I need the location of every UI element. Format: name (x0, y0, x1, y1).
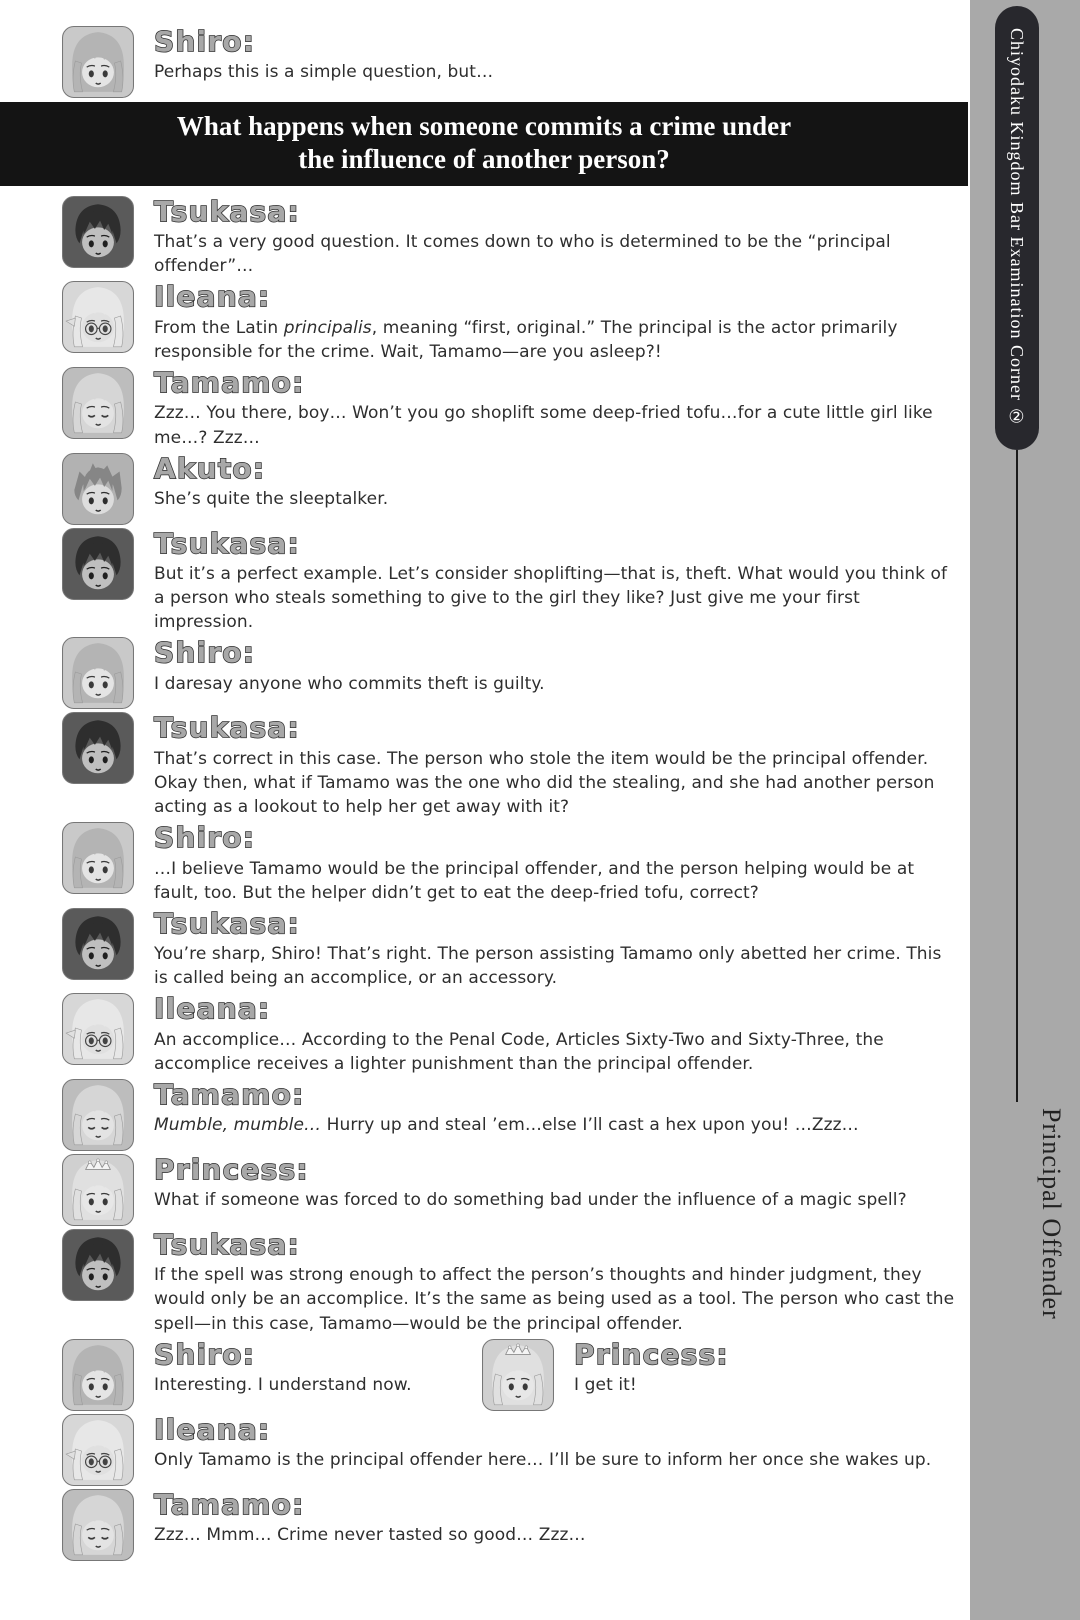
dialogue-row (0, 196, 968, 279)
speaker-name: Tsukasa: (154, 194, 300, 228)
speaker-name: Princess: (154, 1153, 309, 1186)
dialogue-row (0, 367, 968, 450)
message (154, 993, 968, 1076)
dialogue-text (154, 230, 956, 278)
dialogue-text-part: Zzz… You there, boy… Won’t you go shoplift some deep-fried tofu…for a cute little girl like me…? Zzz… (154, 403, 933, 448)
message (154, 196, 968, 279)
dialogue-row (0, 637, 968, 709)
duo-left (62, 1339, 482, 1411)
avatar-tsukasa (62, 528, 134, 600)
avatar-tsukasa (62, 196, 134, 268)
avatar-shiro (62, 1339, 134, 1411)
speaker-name: Ileana: (154, 1412, 271, 1446)
dialogue-row (0, 1229, 968, 1336)
speaker-name: Tamamo: (154, 366, 305, 400)
speaker-name: Shiro: (154, 25, 256, 58)
dialogue-text-part: Zzz… Mmm… Crime never tasted so good… Zzz… (154, 1525, 586, 1546)
message (154, 1489, 968, 1547)
message (154, 1414, 968, 1472)
speaker-name: Akuto: (154, 451, 266, 485)
dialogue-text (154, 316, 956, 364)
message (154, 281, 968, 364)
sidebar-section-label: Principal Offender (1037, 1108, 1066, 1320)
dialogue-row (0, 1414, 968, 1486)
dialogue-row (0, 712, 968, 819)
dialogue-row (0, 822, 968, 905)
avatar-shiro (62, 822, 134, 894)
dialogue-text-part: From the Latin (154, 317, 284, 338)
dialogue-text (154, 60, 956, 84)
dialogue-text-part: She’s quite the sleeptalker. (154, 489, 389, 510)
dialogue-text-part: Only Tamamo is the principal offender here… I’ll be sure to inform her once she wakes up. (154, 1450, 932, 1471)
avatar-akuto (62, 453, 134, 525)
dialogue-row-duo (0, 1339, 968, 1411)
avatar-princess (482, 1339, 554, 1411)
dialogue-text (154, 1028, 956, 1076)
dialogue-text (154, 562, 956, 634)
dialogue-row (0, 1079, 968, 1151)
speaker-name: Tsukasa: (154, 526, 300, 560)
speaker-name: Shiro: (154, 636, 256, 670)
avatar-ileana (62, 281, 134, 353)
dialogue-row (0, 993, 968, 1076)
sidebar-tab (995, 6, 1039, 450)
speaker-name: Tamamo: (154, 1487, 305, 1521)
dialogue-text (154, 1448, 956, 1472)
message (154, 908, 968, 991)
dialogue-row (0, 26, 968, 98)
dialogue-text-part: Interesting. I understand now. (154, 1375, 412, 1396)
dialogue-text (154, 1188, 956, 1212)
message (154, 1079, 968, 1137)
speaker-name: Shiro: (154, 1337, 256, 1371)
speaker-name: Tsukasa: (154, 1228, 300, 1261)
avatar-ileana (62, 1414, 134, 1486)
speaker-name: Tsukasa: (154, 711, 300, 745)
avatar-tamamo (62, 1489, 134, 1561)
dialogue-row (0, 528, 968, 635)
message (154, 822, 968, 905)
dialogue-text (154, 672, 956, 696)
avatar-tsukasa (62, 712, 134, 784)
message (154, 453, 968, 511)
dialogue-text-part: Hurry up and steal ’em…else I’ll cast a hex upon you! …Zzz… (321, 1115, 859, 1136)
dialogue-text-part: But it’s a perfect example. Let’s consider shoplifting—that is, theft. What would you think of a person who steals something to give to the girl they like? Just give me your first impression. (154, 564, 948, 633)
avatar-tamamo (62, 1079, 134, 1151)
message (154, 637, 968, 695)
message (154, 1154, 968, 1212)
dialogue-text-part: I get it! (574, 1375, 637, 1396)
message (574, 1339, 968, 1397)
dialogue-row (0, 281, 968, 364)
dialogue-text-part: That’s correct in this case. The person who stole the item would be the principal offender. Okay then, what if Tamamo was the one who did the stealing, and she had another person acting as a lookout to help her get away with it? (154, 748, 935, 818)
dialogue-text (154, 1523, 956, 1547)
dialogue-text-part: Perhaps this is a simple question, but… (154, 62, 494, 83)
dialogue-text-part: I daresay anyone who commits theft is guilty. (154, 673, 545, 694)
avatar-princess (62, 1154, 134, 1226)
speaker-name: Shiro: (154, 821, 256, 855)
dialogue-row (0, 1489, 968, 1561)
dialogue-text-part: …I believe Tamamo would be the principal offender, and the person helping would be at fault, too. But the helper didn’t get to eat the deep-fried tofu, correct? (154, 858, 915, 903)
question-banner-line1: What happens when someone commits a crime under (176, 111, 792, 141)
dialogue-text-part: You’re sharp, Shiro! That’s right. The person assisting Tamamo only abetted her crime. This is called being an accomplice, or an accessory. (154, 944, 942, 989)
dialogue-text (574, 1373, 968, 1397)
sidebar-divider-line (1016, 450, 1018, 1102)
dialogue-text-italic: Mumble, mumble… (154, 1115, 322, 1136)
question-banner (0, 102, 968, 186)
dialogue-text (154, 942, 956, 990)
dialogue-text (154, 747, 956, 819)
avatar-shiro (62, 26, 134, 98)
question-banner-line2: the influence of another person? (298, 143, 670, 174)
speaker-name: Ileana: (154, 280, 271, 314)
dialogue-text-part: If the spell was strong enough to affect the person’s thoughts and hinder judgment, they would only be an accomplice. It’s the same as being used as a tool. The person who cast the spell—in this case, Tamamo—would be the principal offender. (154, 1265, 955, 1334)
avatar-shiro (62, 637, 134, 709)
avatar-tamamo (62, 367, 134, 439)
dialogue-text (154, 401, 956, 449)
message (154, 528, 968, 635)
message (154, 1229, 968, 1336)
sidebar-tab-label: Chiyodaku Kingdom Bar Examination Corner ② (1007, 27, 1027, 429)
dialogue-text-italic: principalis (283, 317, 372, 338)
speaker-name: Princess: (574, 1337, 729, 1371)
avatar-tsukasa (62, 908, 134, 980)
avatar-ileana (62, 993, 134, 1065)
avatar-tsukasa (62, 1229, 134, 1301)
duo-right (482, 1339, 968, 1411)
message (154, 712, 968, 819)
dialogue-row (0, 1154, 968, 1226)
sidebar (970, 0, 1080, 1620)
dialogue-text-part: , meaning “first, original.” The principal is the actor primarily responsible for the crime. Wait, Tamamo—are you asleep?! (154, 317, 898, 362)
message (154, 1339, 482, 1397)
dialogue-text (154, 1373, 482, 1397)
speaker-name: Tamamo: (154, 1078, 305, 1111)
dialogue-text (154, 1113, 956, 1137)
message (154, 367, 968, 450)
dialogue-row (0, 908, 968, 991)
dialogue-text-part: What if someone was forced to do something bad under the influence of a magic spell? (154, 1190, 907, 1211)
dialogue-row (0, 453, 968, 525)
dialogue-text (154, 857, 956, 905)
message (154, 26, 968, 84)
dialogue-text (154, 1263, 956, 1335)
dialogue-text (154, 487, 956, 511)
dialogue-text-part: That’s a very good question. It comes down to who is determined to be the “principal offender”… (154, 232, 891, 277)
speaker-name: Ileana: (154, 992, 271, 1026)
dialogue-text-part: An accomplice… According to the Penal Code, Articles Sixty-Two and Sixty-Three, the accomplice receives a lighter punishment than the principal offender. (154, 1029, 884, 1074)
speaker-name: Tsukasa: (154, 906, 300, 940)
